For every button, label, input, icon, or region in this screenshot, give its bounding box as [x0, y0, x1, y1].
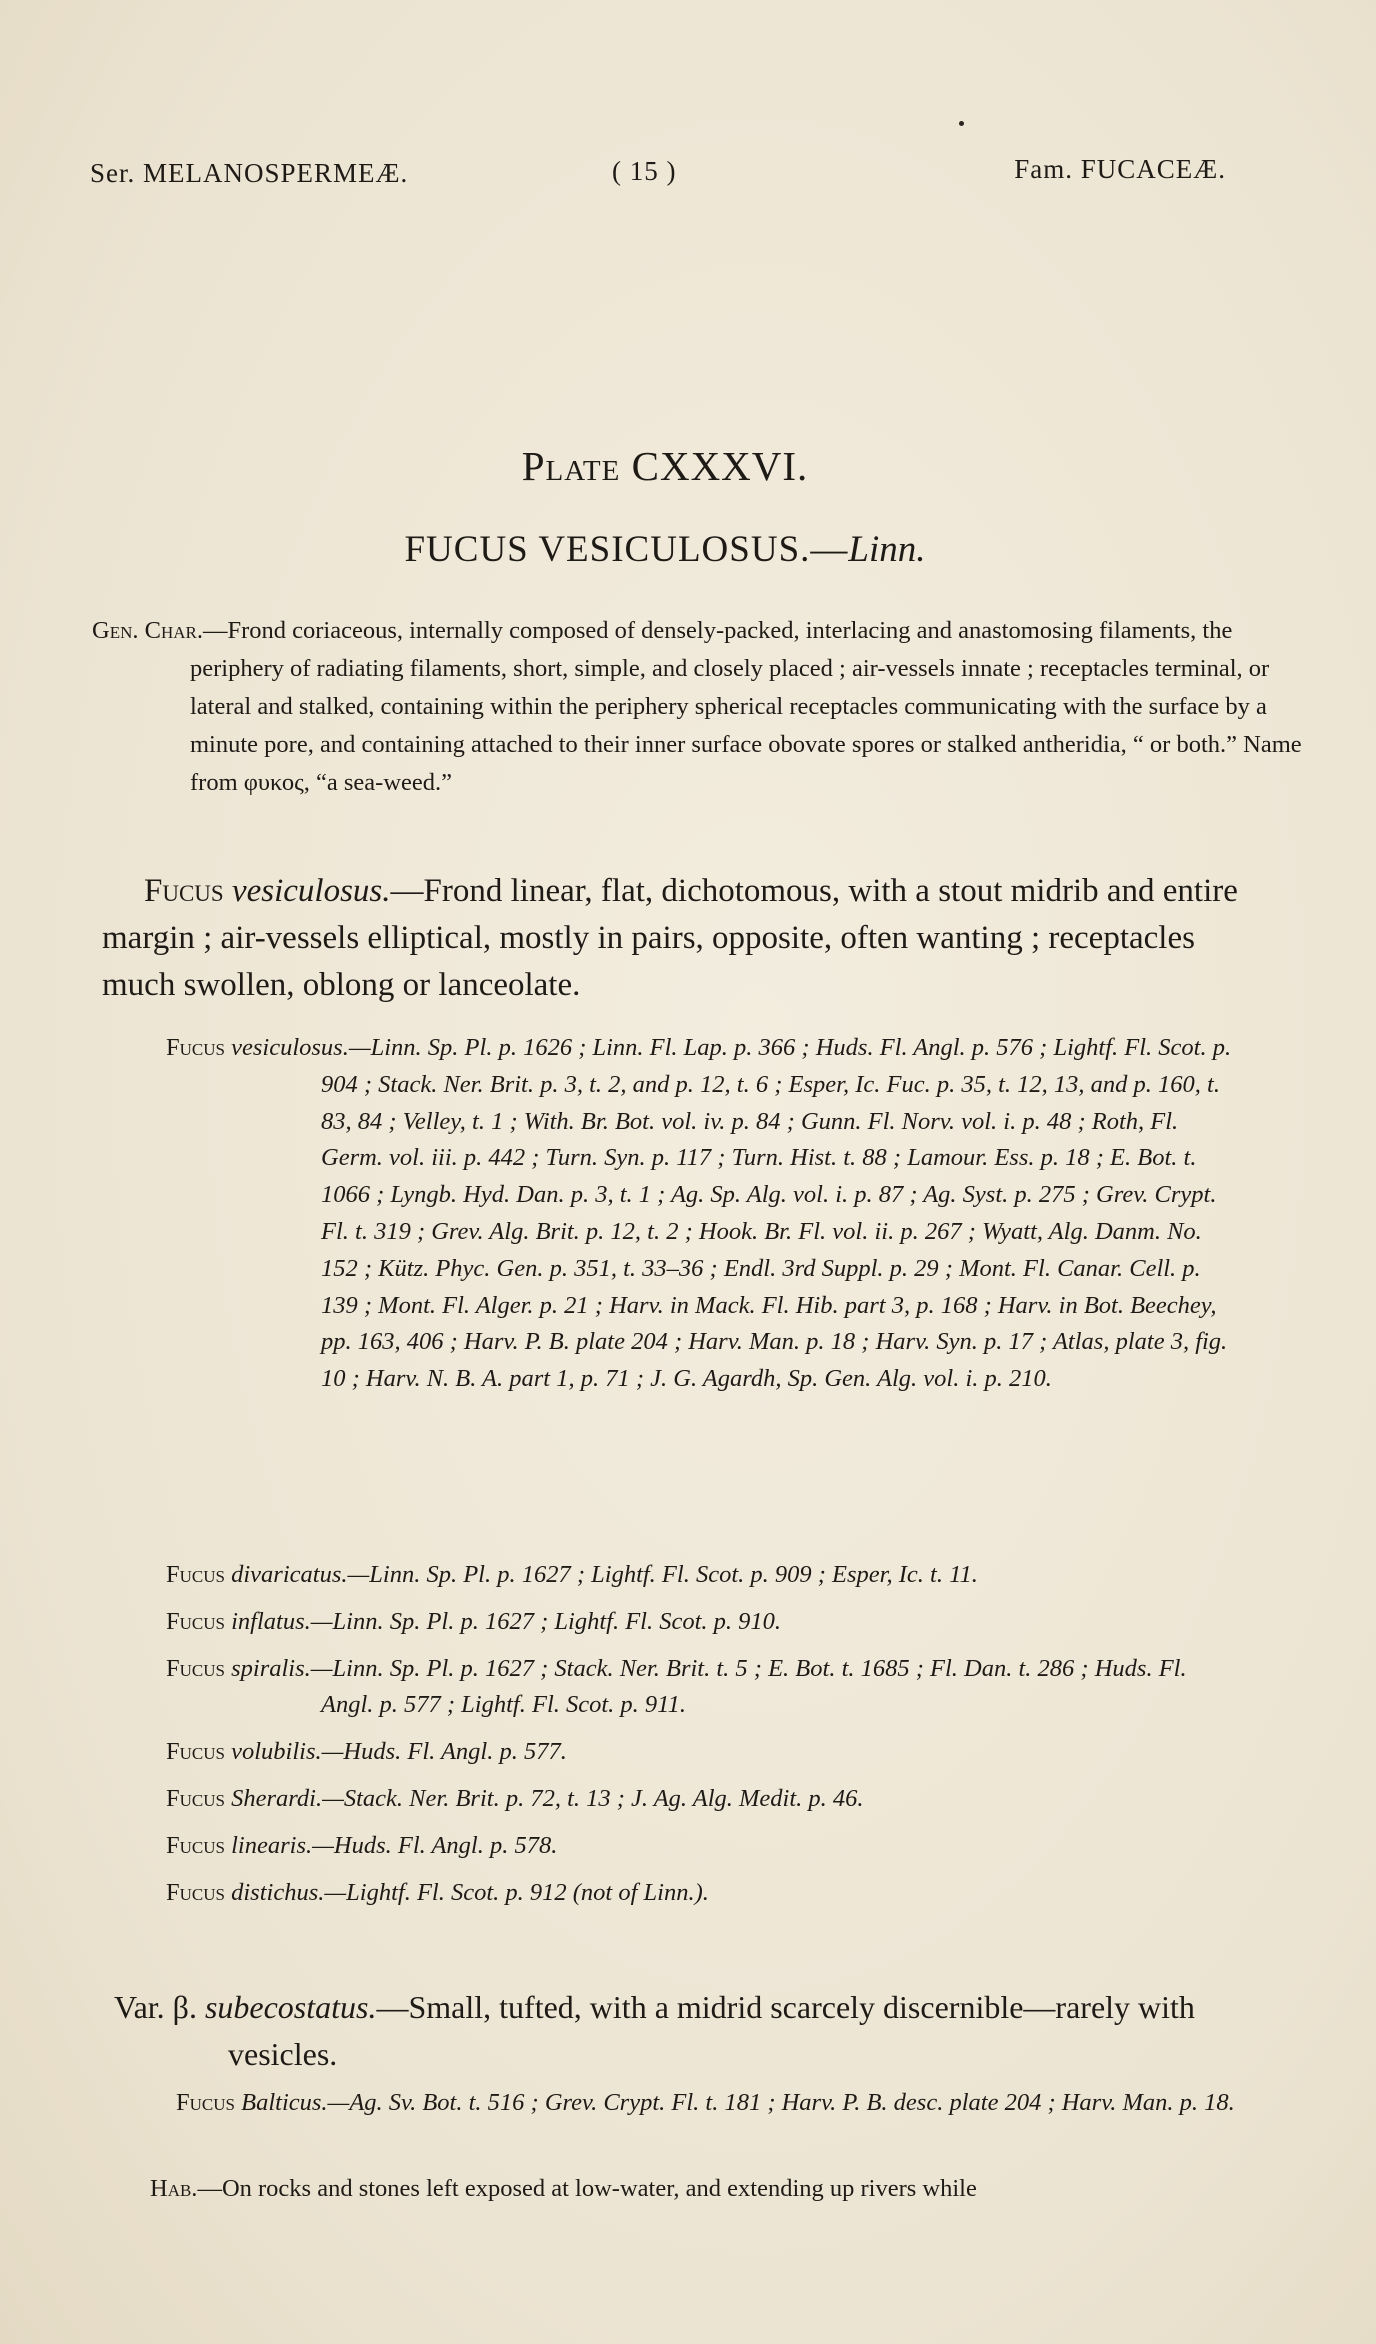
synonym-genus: Fucus [166, 1831, 225, 1859]
synonym-species: Sherardi. [231, 1784, 323, 1812]
running-head-series: Ser. MELANOSPERMEÆ. [90, 158, 409, 188]
genus-character-text: —Frond coriaceous, internally composed of densely-packed, interlacing and anastomosing filaments, the periphery of radiating filaments, short, simple, and closely placed ; air-vessels innate ; receptacles terminal, or lateral and stalked, containing within the periphery spherical receptacles communicating with the surface by a minute pore, and containing attached to their inner surface obovate spores or stalked antheridia, “ or both.” Name from φυκος, “a sea-weed.” [190, 617, 1302, 796]
description-text: —Frond linear, flat, dichotomous, with a stout midrib and entire margin ; air-vessels elliptical, mostly in pairs, opposite, often wanting ; receptacles much swollen, oblong or lanceolate. [102, 873, 1238, 1003]
running-head-family: Fam. FUCACEÆ. [1014, 154, 1226, 184]
habitat-text: —On rocks and stones left exposed at low-water, and extending up rivers while [197, 2175, 977, 2202]
variety-label: Var. β. [114, 1989, 197, 2025]
running-head [90, 154, 1226, 198]
synonym-references: —Huds. Fl. Angl. p. 577. [321, 1738, 567, 1766]
synonym-entry [166, 1875, 1236, 1912]
variety-synonym [176, 2084, 1236, 2121]
synonym-genus: Fucus [166, 1034, 225, 1061]
species-authority: Linn. [848, 529, 926, 570]
synonym-species: volubilis. [231, 1738, 322, 1766]
genus-character [92, 612, 1330, 802]
synonym-references: —Stack. Ner. Brit. p. 72, t. 13 ; J. Ag. Alg. Medit. p. 46. [322, 1784, 864, 1812]
variety-name: subecostatus. [204, 1989, 377, 2025]
synonym-list-secondary [166, 1557, 1236, 1911]
synonym-entry [166, 1828, 1236, 1865]
synonym-references: —Linn. Sp. Pl. p. 1627 ; Lightf. Fl. Scot. p. 909 ; Esper, Ic. t. 11. [347, 1561, 978, 1588]
species-name: FUCUS VESICULOSUS.— [404, 529, 849, 570]
plate-title: Plate CXXXVI. [521, 443, 809, 489]
habitat-label: Hab. [150, 2175, 198, 2202]
synonym-species: linearis. [231, 1831, 313, 1859]
description-genus: Fucus [144, 873, 224, 909]
synonym-species: vesiculosus. [231, 1034, 349, 1061]
synonym-references: —Linn. Sp. Pl. p. 1627 ; Lightf. Fl. Scot. p. 910. [310, 1607, 782, 1635]
synonym-species: divaricatus. [231, 1561, 348, 1588]
genus-character-label: Gen. Char. [92, 617, 203, 644]
synonym-references: —Linn. Sp. Pl. p. 1627 ; Stack. Ner. Brit. t. 5 ; E. Bot. t. 1685 ; Fl. Dan. t. 286 ; Huds. Fl. Angl. p. 577 ; Lightf. Fl. Scot. p. 911. [310, 1654, 1187, 1719]
synonym-references: —Lightf. Fl. Scot. p. 912 (not of Linn.). [324, 1878, 709, 1906]
synonym-list-primary [166, 1030, 1236, 1398]
synonym-references: —Linn. Sp. Pl. p. 1626 ; Linn. Fl. Lap. p. 366 ; Huds. Fl. Angl. p. 576 ; Lightf. Fl. Scot. p. 904 ; Stack. Ner. Brit. p. 3, t. 2, and p. 12, t. 6 ; Esper, Ic. Fuc. p. 35, t. 12, 13, and p. 160, t. 83, 84 ; Velley, t. 1 ; With. Br. Bot. vol. iv. p. 84 ; Gunn. Fl. Norv. vol. i. p. 48 ; Roth, Fl. Germ. vol. iii. p. 442 ; Turn. Syn. p. 117 ; Turn. Hist. t. 88 ; Lamour. Ess. p. 18 ; E. Bot. t. 1066 ; Lyngb. Hyd. Dan. p. 3, t. 1 ; Ag. Sp. Alg. vol. i. p. 87 ; Ag. Syst. p. 275 ; Grev. Crypt. Fl. t. 319 ; Grev. Alg. Brit. p. 12, t. 2 ; Hook. Br. Fl. vol. ii. p. 267 ; Wyatt, Alg. Danm. No. 152 ; Kütz. Phyc. Gen. p. 351, t. 33–36 ; Endl. 3rd Suppl. p. 29 ; Mont. Fl. Canar. Cell. p. 139 ; Mont. Fl. Alger. p. 21 ; Harv. in Mack. Fl. Hib. part 3, p. 168 ; Harv. in Bot. Beechey, pp. 163, 406 ; Harv. P. B. plate 204 ; Harv. Man. p. 18 ; Harv. Syn. p. 17 ; Atlas, plate 3, fig. 10 ; Harv. N. B. A. part 1, p. 71 ; J. G. Agardh, Sp. Gen. Alg. vol. i. p. 210. [321, 1034, 1232, 1393]
synonym-genus: Fucus [166, 1561, 225, 1588]
synonym-entry [166, 1604, 1236, 1641]
synonym-entry [166, 1557, 1236, 1594]
synonym-genus: Fucus [166, 1878, 225, 1906]
synonym-species: spiralis. [231, 1654, 311, 1682]
synonym-entry [166, 1734, 1236, 1771]
synonym-entry [166, 1651, 1236, 1725]
print-speck [959, 121, 964, 126]
synonym-references: —Huds. Fl. Angl. p. 578. [312, 1831, 558, 1859]
habitat [150, 2170, 1240, 2207]
page-number: ( 15 ) [612, 156, 677, 186]
synonym-entry [166, 1781, 1236, 1818]
synonym-genus: Fucus [166, 1654, 225, 1682]
description-species: vesiculosus. [231, 873, 391, 909]
synonym-genus: Fucus [166, 1738, 225, 1766]
variety-description [114, 1984, 1234, 2078]
synonym-species: distichus. [231, 1878, 325, 1906]
synonym-species: inflatus. [231, 1607, 311, 1635]
synonym-entry [166, 1030, 1236, 1398]
variety-text: —Small, tufted, with a midrid scarcely discernible—rarely with vesicles. [228, 1989, 1195, 2072]
species-title [0, 528, 1330, 571]
synonym-genus: Fucus [176, 2089, 235, 2116]
species-description [102, 868, 1238, 1009]
synonym-genus: Fucus [166, 1784, 225, 1812]
synonym-genus: Fucus [166, 1607, 225, 1635]
synonym-species: Balticus. [241, 2089, 328, 2116]
synonym-references: —Ag. Sv. Bot. t. 516 ; Grev. Crypt. Fl. t. 181 ; Harv. P. B. desc. plate 204 ; Harv. Man. p. 18. [327, 2089, 1235, 2116]
